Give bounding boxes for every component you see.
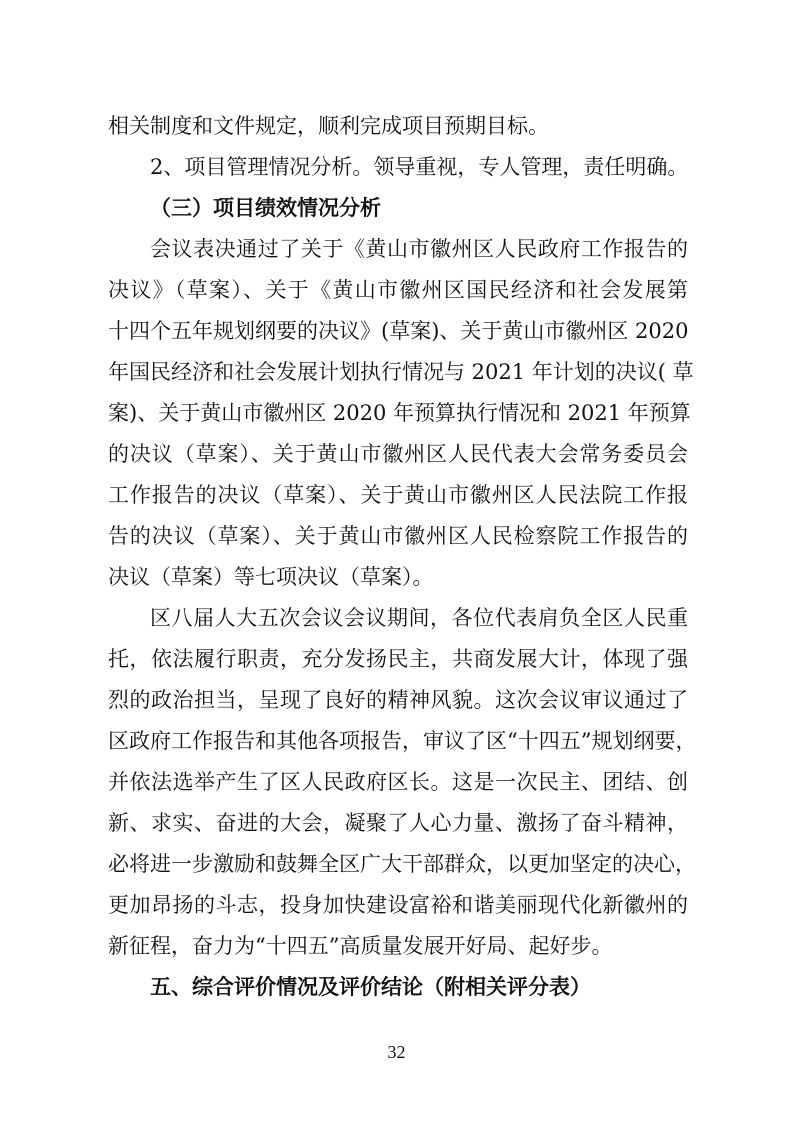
text-line: 新征程，奋力为“十四五”高质量发展开好局、起好步。	[108, 934, 613, 958]
text-line: 烈的政治担当，呈现了良好的精神风貌。这次会议审议通过了	[108, 688, 688, 712]
text-line: 会议表决通过了关于《黄山市徽州区人民政府工作报告的	[150, 237, 688, 261]
text-line: 年国民经济和社会发展计划执行情况与 2021 年计划的决议( 草	[108, 360, 694, 384]
page-number: 32	[387, 1042, 406, 1062]
text-line: 区政府工作报告和其他各项报告，审议了区“十四五”规划纲要，	[108, 729, 697, 753]
text-line: 十四个五年规划纲要的决议》(草案)、关于黄山市徽州区 2020	[108, 319, 689, 343]
text-line: 决议》（草案）、关于《黄山市徽州区国民经济和社会发展第	[108, 278, 688, 302]
text-line: 更加昂扬的斗志，投身加快建设富裕和谐美丽现代化新徽州的	[108, 893, 688, 917]
text-line: 区八届人大五次会议会议期间，各位代表肩负全区人民重	[150, 606, 688, 630]
text-line: 2、项目管理情况分析。领导重视，专人管理，责任明确。	[150, 155, 689, 179]
text-line: 相关制度和文件规定，顺利完成项目预期目标。	[108, 114, 549, 138]
text-line: 告的决议（草案）、关于黄山市徽州区人民检察院工作报告的	[108, 524, 688, 548]
text-line: 决议（草案）等七项决议（草案）。	[108, 565, 434, 589]
text-line: 并依法选举产生了区人民政府区长。这是一次民主、团结、创	[108, 770, 688, 794]
text-line: 的决议（草案）、关于黄山市徽州区人民代表大会常务委员会	[108, 442, 688, 466]
section-heading: （三）项目绩效情况分析	[150, 196, 381, 220]
text-line: 新、求实、奋进的大会，凝聚了人心力量、激扬了奋斗精神，	[108, 811, 688, 835]
text-line: 托，依法履行职责，充分发扬民主，共商发展大计，体现了强	[108, 647, 688, 671]
text-line: 必将进一步激励和鼓舞全区广大干部群众，以更加坚定的决心，	[108, 852, 696, 876]
section-heading: 五、综合评价情况及评价结论（附相关评分表）	[150, 975, 591, 999]
text-line: 工作报告的决议（草案）、关于黄山市徽州区人民法院工作报	[108, 483, 688, 507]
text-line: 案)、关于黄山市徽州区 2020 年预算执行情况和 2021 年预算	[108, 401, 691, 425]
